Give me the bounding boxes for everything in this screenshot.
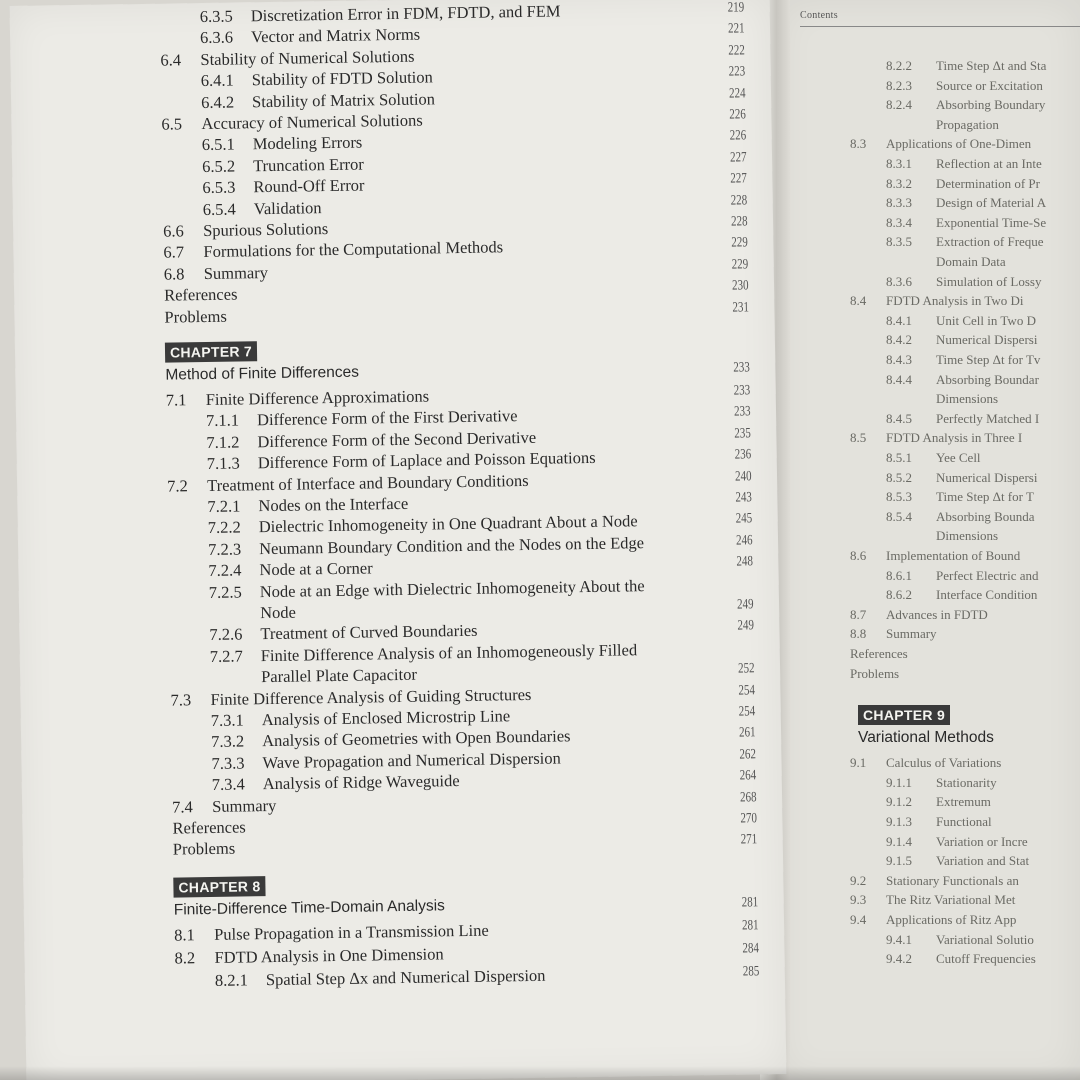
section-title: Finite Difference Analysis of Guiding Structures	[210, 684, 532, 709]
section-title: Formulations for the Computational Methods	[203, 237, 504, 262]
section-number: 8.4.1	[886, 312, 912, 328]
toc-entry	[850, 548, 1020, 564]
toc-entry	[886, 853, 1029, 869]
section-title: Problems	[172, 838, 236, 859]
section-number: 6.5.2	[201, 156, 236, 176]
page-number: 226	[729, 106, 746, 123]
page-number: 261	[738, 724, 756, 741]
toc-entry	[886, 814, 992, 830]
section-title: Problems	[850, 665, 900, 681]
page-number: 223	[728, 63, 746, 80]
section-number: 6.5.4	[202, 199, 236, 219]
section-title: Node at an Edge with Dielectric Inhomogeneity About the	[259, 575, 645, 601]
page-number: 248	[736, 553, 754, 570]
section-title: Interface Condition	[936, 587, 1038, 603]
section-title: References	[163, 284, 238, 305]
section-number: 6.4.2	[200, 92, 235, 112]
section-title: Implementation of Bound	[886, 548, 1021, 563]
section-title: FDTD Analysis in Three I	[886, 430, 1023, 446]
toc-entry	[167, 471, 529, 497]
section-number: 8.7	[850, 606, 867, 622]
toc-entry	[886, 352, 1040, 368]
toc-entry	[211, 748, 561, 773]
toc-entry	[174, 944, 443, 968]
section-title: Summary	[212, 795, 277, 816]
page-number: 262	[739, 746, 757, 763]
toc-entry	[886, 372, 1039, 388]
page-number: 246	[735, 532, 753, 549]
section-number: 8.3.2	[886, 175, 912, 191]
section-title: Problems	[164, 306, 227, 327]
toc-entry	[886, 215, 1046, 231]
toc-entry	[172, 796, 276, 818]
section-number: 9.4	[850, 912, 867, 927]
page-number: 281	[741, 917, 759, 934]
section-number: 6.5.3	[202, 177, 236, 198]
section-title: Difference Form of Laplace and Poisson Equations	[257, 448, 596, 473]
page-number: 235	[734, 425, 751, 442]
toc-entry	[886, 951, 1036, 967]
toc-entry	[211, 706, 511, 731]
page-number: 285	[742, 963, 760, 980]
section-title: Advances in FDTD	[886, 606, 988, 622]
toc-entry	[202, 133, 363, 156]
toc-entry	[161, 111, 423, 135]
toc-entry	[936, 391, 998, 407]
toc-entry	[260, 603, 296, 624]
section-title: Exponential Time-Se	[936, 214, 1047, 230]
section-title: Analysis of Ridge Waveguide	[262, 771, 460, 794]
section-number: 8.4.3	[886, 352, 912, 367]
section-number: 9.4.2	[886, 951, 912, 967]
section-number: 7.1.3	[206, 453, 240, 474]
section-number: 8.2.2	[886, 58, 912, 73]
chapter-badge: CHAPTER 9	[858, 705, 950, 725]
section-number: 8.1	[174, 925, 195, 945]
section-title: Extremum	[936, 794, 991, 810]
section-title: Functional	[936, 814, 992, 829]
toc-entry	[203, 198, 322, 220]
section-title: Cutoff Frequencies	[936, 951, 1036, 967]
section-number: 8.2	[174, 948, 196, 968]
section-number: 6.3.5	[199, 6, 233, 27]
section-title: Difference Form of the Second Derivative	[257, 427, 537, 451]
section-title: Time Step Δt for Tv	[936, 352, 1041, 367]
section-title: Summary	[203, 262, 269, 283]
section-title: Stationarity	[936, 774, 997, 790]
section-number: 7.2.2	[207, 517, 241, 538]
section-title: Dimensions	[936, 391, 999, 407]
section-number: 8.3	[850, 136, 867, 152]
section-title: Pulse Propagation in a Transmission Line	[214, 920, 489, 944]
page-number: 236	[734, 446, 752, 463]
section-number: 6.5	[161, 114, 183, 134]
section-title: Round-Off Error	[253, 175, 365, 197]
page-number: 229	[731, 235, 748, 251]
toc-entry	[936, 117, 999, 133]
section-title: Numerical Dispersi	[936, 332, 1038, 348]
running-header: Contents	[800, 10, 838, 21]
section-title: Absorbing Bounda	[936, 508, 1035, 524]
toc-entry	[200, 25, 420, 48]
section-title: Numerical Dispersi	[936, 469, 1038, 485]
section-number: 8.4.5	[886, 410, 912, 426]
section-title: Variational Solutio	[936, 931, 1034, 947]
toc-entry	[886, 489, 1034, 505]
toc-entry	[886, 156, 1042, 172]
toc-entry	[164, 263, 268, 285]
page-number: 271	[740, 831, 758, 848]
section-number: 7.2.5	[208, 582, 242, 602]
page-number: 270	[740, 810, 758, 827]
toc-entry	[850, 626, 937, 642]
toc-entry	[886, 313, 1036, 329]
toc-entry	[261, 665, 417, 687]
section-number: 8.2.4	[886, 97, 912, 113]
toc-entry	[164, 285, 238, 306]
section-title: Finite Difference Analysis of an Inhomogeneously Filled	[260, 640, 638, 665]
toc-entry	[850, 755, 1001, 771]
toc-entry	[850, 666, 899, 682]
section-number: 6.3.6	[199, 27, 234, 48]
page-number: 231	[732, 299, 750, 316]
section-number: 7.1.1	[205, 410, 240, 431]
section-title: Analysis of Geometries with Open Boundaries	[261, 726, 571, 751]
page-number: 222	[728, 42, 745, 59]
page-number: 227	[729, 149, 747, 166]
section-title: Wave Propagation and Numerical Dispersion	[262, 748, 561, 772]
section-number: 9.1.5	[886, 853, 912, 869]
section-number: 7.4	[172, 796, 193, 817]
section-title: References	[172, 817, 246, 838]
section-number: 9.1	[850, 755, 867, 771]
section-title: Parallel Plate Capacitor	[260, 664, 418, 687]
header-rule	[800, 26, 1080, 27]
toc-entry	[886, 176, 1040, 192]
section-number: 8.2.3	[886, 77, 912, 93]
section-title: Domain Data	[936, 254, 1006, 269]
toc-entry	[936, 254, 1006, 270]
section-title: Variation and Stat	[936, 853, 1030, 869]
section-number: 8.4.4	[886, 371, 912, 387]
toc-entry	[850, 912, 1016, 928]
section-number: 7.2	[166, 475, 188, 496]
page-number: 254	[738, 682, 756, 699]
section-title: Nodes on the Interface	[258, 493, 409, 516]
chapter-title: Finite-Difference Time-Domain Analysis	[173, 897, 445, 919]
toc-entry	[936, 528, 998, 544]
section-number: 8.3.4	[886, 214, 912, 230]
section-title: Perfectly Matched I	[936, 410, 1040, 426]
section-number: 7.3	[170, 689, 192, 710]
toc-entry	[850, 873, 1019, 889]
page-number: 281	[741, 894, 759, 911]
section-title: Stationary Functionals an	[886, 872, 1019, 888]
section-number: 8.6.1	[886, 567, 912, 583]
section-title: Stability of FDTD Solution	[251, 67, 433, 90]
toc-entry	[886, 234, 1044, 250]
toc-entry	[850, 646, 908, 662]
page-number: 227	[730, 170, 747, 187]
section-title: Discretization Error in FDM, FDTD, and FEM	[250, 1, 561, 26]
section-number: 8.3.3	[886, 195, 912, 211]
section-title: Absorbing Boundar	[936, 371, 1039, 387]
page-number: 249	[737, 618, 755, 634]
page-number: 254	[738, 703, 756, 720]
section-number: 7.3.3	[211, 753, 245, 773]
section-title: Neumann Boundary Condition and the Nodes on the Edge	[258, 532, 645, 558]
section-title: Modeling Errors	[252, 132, 363, 154]
section-number: 9.4.1	[886, 931, 912, 947]
toc-entry	[212, 771, 460, 795]
section-number: 8.8	[850, 626, 867, 642]
section-title: Node at a Corner	[259, 558, 373, 580]
toc-entry	[850, 293, 1024, 309]
section-title: Determination of Pr	[936, 175, 1040, 191]
toc-entry	[850, 892, 1015, 908]
section-title: Difference Form of the First Derivative	[256, 406, 518, 430]
toc-entry	[208, 559, 372, 582]
section-title: FDTD Analysis in Two Di	[886, 293, 1024, 309]
toc-entry	[886, 568, 1039, 584]
page-number: 224	[728, 85, 746, 102]
page-number: 226	[729, 128, 747, 144]
section-title: Time Step Δt and Sta	[936, 58, 1047, 73]
section-title: Variation or Incre	[936, 833, 1028, 849]
section-number: 6.8	[163, 264, 185, 284]
toc-entry	[207, 448, 596, 474]
section-title: Finite Difference Approximations	[205, 386, 430, 410]
section-title: Vector and Matrix Norms	[250, 24, 421, 47]
toc-entry	[886, 332, 1037, 348]
page-number: 233	[733, 359, 750, 376]
section-title: Treatment of Curved Boundaries	[260, 621, 478, 644]
toc-entry	[160, 46, 414, 70]
toc-entry	[886, 932, 1034, 948]
section-title: Source or Excitation	[936, 77, 1043, 93]
toc-entry	[163, 238, 503, 263]
section-number: 9.3	[850, 892, 867, 908]
toc-entry	[202, 154, 364, 177]
section-number: 6.4	[160, 50, 182, 70]
toc-entry	[166, 386, 430, 410]
page-number: 284	[742, 940, 760, 957]
toc-entry	[209, 621, 477, 645]
section-title: Node	[259, 602, 297, 623]
chapter-badge: CHAPTER 8	[173, 876, 265, 897]
section-title: Accuracy of Numerical Solutions	[201, 110, 423, 134]
section-title: Absorbing Boundary	[936, 97, 1046, 113]
toc-entry	[886, 450, 981, 466]
section-number: 8.2.1	[214, 970, 249, 990]
toc-entry	[174, 920, 489, 945]
section-number: 6.4.1	[200, 70, 234, 91]
toc-entry	[886, 58, 1046, 74]
page-number: 233	[733, 404, 751, 420]
section-number: 7.3.1	[210, 710, 244, 730]
chapter-title: Variational Methods	[858, 729, 994, 747]
bottom-shadow	[0, 1066, 1080, 1080]
toc-entry	[886, 775, 997, 791]
toc-entry	[164, 306, 227, 327]
section-title: Unit Cell in Two D	[936, 312, 1036, 328]
section-title: Design of Material A	[936, 195, 1047, 211]
chapter-title: Method of Finite Differences	[165, 363, 360, 384]
section-number: 7.3.2	[210, 731, 245, 752]
section-number: 8.3.6	[886, 273, 912, 289]
toc-entry	[886, 834, 1028, 850]
section-number: 7.2.4	[208, 560, 242, 581]
page-number: 229	[731, 256, 749, 273]
toc-entry	[163, 219, 328, 242]
section-title: Spurious Solutions	[202, 219, 329, 241]
section-title: Validation	[253, 197, 322, 218]
section-number: 9.2	[850, 872, 867, 888]
section-number: 8.5.3	[886, 489, 912, 505]
section-title: Dielectric Inhomogeneity in One Quadrant About a Node	[258, 511, 638, 537]
page-number: 264	[739, 767, 757, 784]
toc-entry	[207, 494, 408, 517]
section-number: 8.5.2	[886, 469, 912, 485]
section-title: Applications of One-Dimen	[886, 136, 1032, 152]
toc-entry	[886, 195, 1046, 211]
section-number: 8.4.2	[886, 332, 912, 348]
toc-entry	[886, 78, 1043, 94]
page-number: 252	[737, 660, 755, 677]
section-number: 6.7	[163, 242, 185, 263]
section-number: 7.1	[165, 390, 187, 410]
page-number: 219	[727, 0, 745, 16]
section-title: Applications of Ritz App	[886, 912, 1017, 927]
toc-entry	[886, 587, 1037, 603]
toc-entry	[200, 1, 561, 27]
section-title: Simulation of Lossy	[936, 273, 1042, 289]
section-number: 8.3.1	[886, 156, 912, 171]
section-number: 8.4	[850, 293, 867, 309]
section-number: 8.6	[850, 548, 867, 563]
section-number: 9.1.2	[886, 794, 912, 810]
page-number: 221	[727, 21, 745, 37]
page-number: 228	[730, 213, 748, 230]
left-page	[10, 0, 787, 1080]
toc-entry	[201, 89, 435, 113]
toc-entry	[886, 97, 1045, 113]
toc-entry	[886, 794, 991, 810]
section-title: Calculus of Variations	[886, 755, 1002, 771]
toc-entry	[172, 817, 246, 838]
section-number: 8.6.2	[886, 587, 912, 603]
section-number: 7.2.6	[209, 624, 243, 645]
section-number: 9.1.3	[886, 814, 912, 829]
page-number: 240	[734, 468, 752, 485]
section-title: Analysis of Enclosed Microstrip Line	[261, 706, 511, 730]
section-title: Extraction of Freque	[936, 234, 1044, 250]
section-title: Stability of Matrix Solution	[251, 88, 436, 111]
toc-entry	[886, 509, 1035, 525]
section-number: 8.5.4	[886, 508, 912, 524]
page-number: 228	[730, 192, 748, 209]
section-number: 7.3.4	[211, 774, 245, 795]
section-title: Dimensions	[936, 528, 999, 544]
section-number: 9.1.4	[886, 833, 912, 849]
toc-entry	[850, 430, 1022, 446]
section-number: 7.1.2	[206, 432, 240, 452]
page-number: 243	[735, 489, 752, 506]
section-title: Reflection at an Inte	[936, 156, 1042, 171]
page-number: 249	[736, 596, 754, 613]
section-title: The Ritz Variational Met	[886, 892, 1016, 908]
toc-entry	[886, 274, 1041, 290]
section-title: Time Step Δt for T	[936, 489, 1034, 505]
section-title: Yee Cell	[936, 450, 981, 465]
section-number: 7.2.3	[207, 539, 242, 559]
toc-entry	[886, 411, 1039, 427]
toc-entry	[173, 839, 236, 860]
toc-entry	[201, 68, 433, 92]
section-title: FDTD Analysis in One Dimension	[214, 944, 444, 967]
section-number: 7.2.7	[209, 646, 243, 666]
section-number: 6.6	[162, 221, 184, 241]
chapter-badge: CHAPTER 7	[165, 341, 257, 362]
section-title: Perfect Electric and	[936, 567, 1039, 583]
page-number: 268	[739, 789, 757, 806]
page-number: 230	[731, 277, 749, 294]
section-title: Spatial Step Δx and Numerical Dispersion	[265, 965, 546, 989]
section-number: 8.5	[850, 430, 867, 446]
section-title: Treatment of Interface and Boundary Conditions	[206, 470, 529, 495]
section-number: 6.5.1	[201, 134, 235, 155]
toc-entry	[850, 136, 1031, 152]
right-page	[778, 0, 1080, 1080]
toc-entry	[886, 470, 1037, 486]
section-title: Truncation Error	[252, 154, 364, 176]
section-title: Summary	[886, 626, 937, 642]
section-number: 7.2.1	[207, 496, 241, 516]
section-number: 9.1.1	[886, 774, 912, 790]
section-title: Propagation	[936, 116, 999, 132]
section-number: 8.5.1	[886, 450, 912, 465]
toc-entry	[850, 607, 988, 623]
section-title: Stability of Numerical Solutions	[200, 46, 415, 69]
page-number: 245	[735, 511, 753, 527]
section-title: References	[850, 646, 908, 661]
toc-entry	[202, 176, 364, 199]
toc-entry	[215, 966, 546, 991]
page-number: 233	[733, 382, 751, 399]
section-number: 8.3.5	[886, 234, 912, 250]
